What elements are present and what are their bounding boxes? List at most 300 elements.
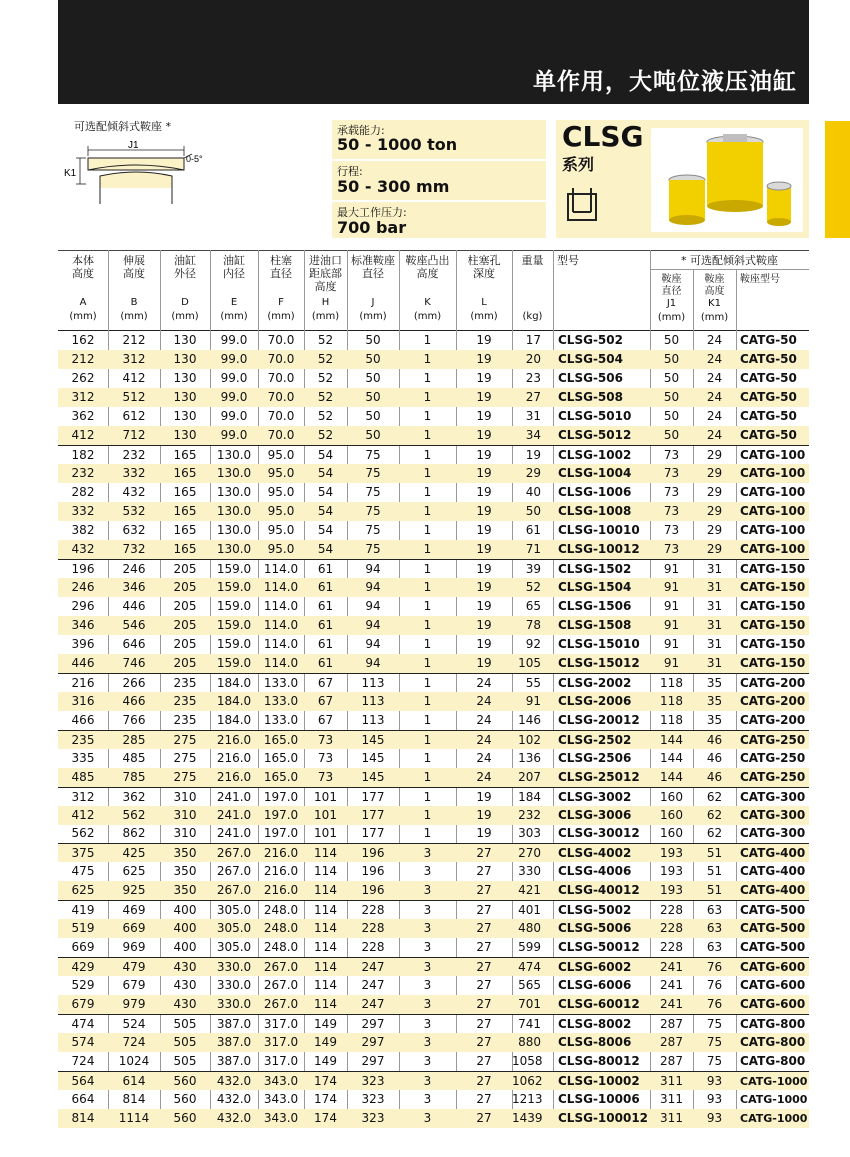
table-cell: 130	[173, 427, 197, 442]
table-cell: 95.0	[267, 447, 295, 462]
table-cell: 184.0	[216, 693, 252, 708]
table-cell: 27	[476, 864, 492, 879]
table-row	[58, 824, 809, 843]
table-cell: 235	[173, 675, 197, 690]
table-cell: 317.0	[263, 1017, 299, 1032]
table-row	[58, 654, 809, 673]
table-cell: 785	[122, 769, 146, 784]
table-cell: 1	[423, 447, 432, 462]
table-cell: CLSG-1502	[558, 561, 632, 576]
table-cell: CATG-100	[740, 522, 806, 537]
table-cell: 632	[122, 522, 146, 537]
table-row	[58, 464, 809, 483]
table-cell: 3	[423, 960, 432, 975]
table-cell: 31	[706, 655, 723, 670]
table-cell: 67	[317, 693, 334, 708]
table-cell: 75	[365, 465, 381, 480]
table-cell: 232	[122, 447, 146, 462]
table-cell: 3	[423, 1035, 432, 1050]
table-cell: 94	[365, 598, 381, 613]
table-cell: 1213	[512, 1092, 543, 1107]
table-cell: 165	[173, 503, 197, 518]
table-cell: 216.0	[263, 846, 299, 861]
table-cell: CATG-250	[740, 750, 806, 765]
table-cell: 446	[122, 598, 146, 613]
table-row	[58, 749, 809, 768]
table-cell: 174	[314, 1111, 337, 1126]
table-cell: 67	[317, 675, 334, 690]
table-cell: 130	[173, 389, 197, 404]
table-cell: 27	[476, 1092, 492, 1107]
table-cell: 248.0	[263, 940, 299, 955]
table-cell: 27	[476, 1017, 492, 1032]
column-header-5: 高度	[314, 280, 337, 293]
table-cell: 387.0	[216, 1054, 252, 1069]
table-cell: CLSG-6002	[558, 960, 632, 975]
table-row	[58, 1071, 809, 1090]
table-cell: 31	[706, 598, 723, 613]
table-cell: 475	[71, 864, 95, 879]
table-cell: 61	[317, 655, 334, 670]
table-cell: 52	[317, 389, 334, 404]
table-cell: 94	[365, 617, 381, 632]
table-cell: 297	[361, 1035, 385, 1050]
table-cell: CATG-200	[740, 693, 806, 708]
table-cell: CATG-100	[740, 465, 806, 480]
column-header-2: 油缸	[174, 254, 196, 267]
table-cell: CLSG-1006	[558, 484, 632, 499]
table-cell: 54	[317, 503, 334, 518]
table-cell: 287	[660, 1054, 683, 1069]
table-row	[58, 1014, 809, 1033]
table-row	[58, 881, 809, 900]
table-cell: 1	[423, 617, 432, 632]
table-cell: 285	[122, 732, 146, 747]
table-cell: 247	[361, 978, 385, 993]
table-row	[58, 1109, 809, 1128]
table-cell: 505	[173, 1035, 197, 1050]
table-cell: CATG-1000	[740, 1112, 808, 1126]
column-unit-6: (mm)	[359, 311, 387, 322]
column-unit-3: (mm)	[220, 311, 248, 322]
table-cell: 99.0	[220, 408, 248, 423]
table-cell: 113	[361, 712, 385, 727]
table-cell: 343.0	[263, 1092, 299, 1107]
table-cell: 51	[706, 883, 723, 898]
table-cell: 19	[476, 447, 492, 462]
table-cell: CLSG-2006	[558, 693, 632, 708]
table-cell: 412	[71, 807, 95, 822]
sub-header-0: 鞍座	[661, 274, 682, 285]
table-cell: 1062	[512, 1074, 543, 1089]
table-cell: 177	[361, 789, 385, 804]
table-cell: CATG-300	[740, 826, 806, 841]
table-cell: CATG-600	[740, 978, 806, 993]
table-cell: 1	[423, 693, 432, 708]
table-cell: 228	[660, 921, 683, 936]
table-cell: 216.0	[216, 750, 252, 765]
table-cell: CLSG-8006	[558, 1035, 632, 1050]
header-top-line	[58, 250, 809, 251]
table-cell: CLSG-3006	[558, 807, 632, 822]
table-cell: 529	[71, 978, 95, 993]
table-cell: 130.0	[216, 465, 252, 480]
table-cell: 91	[663, 636, 680, 651]
table-cell: 73	[663, 484, 680, 499]
table-cell: 330.0	[216, 978, 252, 993]
table-cell: CLSG-20012	[558, 712, 640, 727]
table-cell: 145	[361, 750, 385, 765]
table-cell: 625	[122, 864, 146, 879]
table-cell: 177	[361, 807, 385, 822]
table-cell: 27	[476, 903, 492, 918]
table-row	[58, 331, 809, 350]
table-cell: 382	[71, 522, 95, 537]
table-cell: 432	[122, 484, 146, 499]
series-name: CLSG	[562, 120, 644, 153]
table-cell: 216.0	[216, 732, 252, 747]
table-cell: CLSG-5012	[558, 427, 632, 442]
table-cell: 196	[361, 864, 385, 879]
table-cell: 54	[317, 465, 334, 480]
table-cell: 400	[173, 903, 197, 918]
table-cell: 3	[423, 978, 432, 993]
table-row	[58, 730, 809, 749]
table-cell: 24	[706, 389, 723, 404]
table-cell: 113	[361, 675, 385, 690]
table-cell: 316	[71, 693, 95, 708]
column-unit-8: (mm)	[470, 311, 498, 322]
table-cell: 27	[476, 883, 492, 898]
table-cell: 54	[317, 541, 334, 556]
table-cell: 3	[423, 997, 432, 1012]
table-cell: 724	[71, 1054, 95, 1069]
table-cell: 512	[122, 389, 146, 404]
column-header-7: 高度	[416, 267, 439, 280]
table-cell: 267.0	[216, 864, 252, 879]
table-cell: CLSG-2506	[558, 750, 632, 765]
table-cell: 99.0	[220, 370, 248, 385]
table-cell: 312	[71, 789, 95, 804]
table-cell: 312	[122, 351, 146, 366]
table-cell: 216.0	[263, 864, 299, 879]
table-cell: 51	[706, 846, 723, 861]
table-cell: 282	[71, 484, 95, 499]
table-cell: 466	[71, 712, 95, 727]
sub-header-1: 鞍座	[704, 274, 725, 285]
table-cell: 165	[173, 484, 197, 499]
table-cell: 19	[476, 617, 492, 632]
table-row	[58, 521, 809, 540]
table-cell: 31	[706, 579, 723, 594]
table-cell: 27	[476, 997, 492, 1012]
table-cell: 485	[122, 750, 146, 765]
column-unit-4: (mm)	[267, 311, 295, 322]
table-cell: 205	[173, 579, 197, 594]
table-cell: 27	[476, 1111, 492, 1126]
table-cell: 50	[663, 370, 680, 385]
table-cell: 24	[476, 769, 492, 784]
table-cell: 205	[173, 598, 197, 613]
table-cell: 546	[122, 617, 146, 632]
table-cell: 505	[173, 1054, 197, 1069]
table-cell: 19	[476, 807, 492, 822]
table-cell: 93	[706, 1074, 723, 1089]
table-cell: 55	[525, 675, 541, 690]
table-cell: 205	[173, 636, 197, 651]
table-cell: 3	[423, 1054, 432, 1069]
column-header-7: 鞍座凸出	[405, 254, 450, 267]
table-cell: 29	[706, 484, 723, 499]
table-row	[58, 388, 809, 407]
table-cell: 95.0	[267, 522, 295, 537]
column-header-5: 进油口	[309, 254, 342, 267]
column-letter-0: A	[79, 297, 87, 308]
table-cell: 212	[71, 351, 95, 366]
table-cell: 75	[706, 1035, 723, 1050]
table-cell: 160	[660, 826, 683, 841]
table-cell: 114	[314, 903, 337, 918]
page-title: 单作用，大吨位液压油缸	[533, 69, 797, 95]
table-cell: 94	[365, 636, 381, 651]
table-cell: 130	[173, 351, 197, 366]
table-cell: CATG-200	[740, 675, 806, 690]
table-cell: CATG-50	[740, 333, 797, 347]
table-cell: 297	[361, 1017, 385, 1032]
table-cell: CLSG-1508	[558, 617, 632, 632]
table-cell: 228	[361, 903, 385, 918]
table-cell: 814	[122, 1092, 146, 1107]
series-box	[556, 120, 809, 238]
sub-header-2: 鞍座型号	[740, 274, 780, 285]
table-cell: 149	[314, 1054, 337, 1069]
table-cell: CLSG-6006	[558, 978, 632, 993]
table-cell: 70.0	[267, 389, 295, 404]
table-cell: CLSG-4002	[558, 846, 632, 861]
k1-label: K1	[64, 168, 77, 179]
series-sub: 系列	[562, 155, 595, 174]
table-cell: 76	[706, 960, 723, 975]
table-cell: 1	[423, 484, 432, 499]
table-cell: 61	[317, 598, 334, 613]
sub-letter-1: K1	[708, 298, 721, 309]
table-cell: 177	[361, 826, 385, 841]
table-cell: 246	[71, 579, 95, 594]
table-cell: 24	[476, 712, 492, 727]
table-cell: 73	[663, 447, 680, 462]
table-cell: 19	[476, 465, 492, 480]
table-cell: 31	[525, 408, 541, 423]
table-cell: 323	[361, 1092, 385, 1107]
table-cell: CATG-300	[740, 807, 806, 822]
table-cell: 311	[660, 1074, 683, 1089]
table-cell: 197.0	[263, 826, 299, 841]
column-unit-9: (kg)	[522, 311, 543, 322]
table-cell: 24	[706, 351, 723, 366]
table-cell: 63	[706, 921, 723, 936]
table-cell: 29	[706, 465, 723, 480]
column-header-8: 深度	[473, 267, 495, 280]
table-cell: 524	[122, 1017, 146, 1032]
table-cell: 94	[365, 579, 381, 594]
table-cell: CATG-150	[740, 579, 806, 594]
table-cell: 19	[476, 541, 492, 556]
table-cell: 317.0	[263, 1035, 299, 1050]
table-cell: 165.0	[263, 769, 299, 784]
table-cell: 71	[525, 541, 541, 556]
angle-label: 0-5°	[186, 154, 203, 164]
table-cell: 19	[476, 351, 492, 366]
table-cell: 207	[518, 769, 541, 784]
table-cell: 159.0	[216, 598, 252, 613]
table-cell: CLSG-8002	[558, 1017, 632, 1032]
table-cell: 880	[518, 1035, 541, 1050]
table-cell: CATG-800	[740, 1054, 806, 1069]
table-cell: CATG-150	[740, 617, 806, 632]
table-cell: 52	[317, 351, 334, 366]
table-cell: 50	[365, 408, 381, 423]
table-cell: CLSG-60012	[558, 997, 640, 1012]
table-cell: 3	[423, 921, 432, 936]
table-cell: CLSG-502	[558, 333, 623, 347]
table-cell: CLSG-15010	[558, 636, 640, 651]
table-cell: 303	[518, 826, 541, 841]
table-cell: 19	[476, 598, 492, 613]
table-cell: 267.0	[263, 978, 299, 993]
table-cell: 114.0	[263, 598, 299, 613]
table-cell: 76	[706, 978, 723, 993]
table-cell: 241.0	[216, 789, 252, 804]
table-cell: 564	[71, 1074, 95, 1089]
table-cell: 118	[660, 675, 683, 690]
table-cell: 101	[314, 826, 337, 841]
table-cell: 91	[525, 693, 541, 708]
saddle-diagram	[60, 138, 210, 206]
table-cell: CLSG-15012	[558, 655, 640, 670]
table-cell: 130.0	[216, 447, 252, 462]
table-cell: 50	[365, 389, 381, 404]
column-header-4: 直径	[270, 267, 292, 280]
table-cell: 505	[173, 1017, 197, 1032]
table-cell: CLSG-508	[558, 389, 623, 404]
table-cell: 52	[317, 427, 334, 442]
table-cell: 519	[71, 921, 95, 936]
table-cell: 50	[365, 333, 381, 347]
table-cell: CATG-400	[740, 846, 806, 861]
table-cell: 130	[173, 333, 197, 347]
table-cell: 149	[314, 1017, 337, 1032]
table-cell: 1	[423, 826, 432, 841]
table-cell: CLSG-100012	[558, 1111, 649, 1126]
table-cell: CLSG-2502	[558, 732, 632, 747]
table-cell: 144	[660, 750, 683, 765]
table-cell: CLSG-10010	[558, 522, 640, 537]
table-cell: 174	[314, 1092, 337, 1107]
table-cell: 741	[518, 1017, 541, 1032]
table-cell: 712	[122, 427, 146, 442]
table-cell: 165	[173, 541, 197, 556]
table-cell: 310	[173, 807, 197, 822]
column-letter-1: B	[130, 297, 138, 308]
column-header-0: 本体	[72, 254, 94, 267]
table-cell: 159.0	[216, 655, 252, 670]
table-cell: 52	[317, 370, 334, 385]
table-cell: 228	[660, 903, 683, 918]
table-cell: 27	[476, 940, 492, 955]
table-cell: 646	[122, 636, 146, 651]
table-cell: 182	[71, 447, 95, 462]
cylinder-photo	[651, 128, 803, 232]
table-cell: 197.0	[263, 789, 299, 804]
table-row	[58, 976, 809, 995]
table-cell: 1	[423, 789, 432, 804]
table-cell: 50	[365, 427, 381, 442]
table-row	[58, 843, 809, 862]
sub-header-0: 直径	[661, 286, 682, 297]
table-cell: CLSG-1506	[558, 598, 632, 613]
table-cell: CATG-1000	[740, 1075, 808, 1089]
table-cell: 94	[365, 561, 381, 576]
column-header-6: 标准鞍座	[351, 254, 395, 267]
table-cell: 184.0	[216, 675, 252, 690]
table-cell: CLSG-40012	[558, 883, 640, 898]
table-cell: 3	[423, 903, 432, 918]
column-unit-1: (mm)	[120, 311, 148, 322]
table-cell: 228	[361, 921, 385, 936]
pressure-value: 700 bar	[337, 218, 407, 237]
table-row	[58, 540, 809, 559]
header-bar	[58, 0, 809, 104]
table-cell: CATG-100	[740, 447, 806, 462]
table-cell: 3	[423, 1111, 432, 1126]
table-cell: 1	[423, 333, 432, 347]
table-cell: 70.0	[267, 351, 295, 366]
table-cell: 330.0	[216, 997, 252, 1012]
table-cell: CATG-100	[740, 503, 806, 518]
table-cell: 35	[706, 693, 723, 708]
table-cell: 144	[660, 769, 683, 784]
table-cell: 91	[663, 579, 680, 594]
table-cell: 241	[660, 960, 683, 975]
table-cell: CATG-150	[740, 655, 806, 670]
table-cell: 24	[476, 693, 492, 708]
table-cell: 3	[423, 1092, 432, 1107]
table-row	[58, 768, 809, 787]
table-cell: 159.0	[216, 617, 252, 632]
table-cell: 95.0	[267, 503, 295, 518]
column-letter-7: K	[424, 297, 431, 308]
table-cell: 75	[706, 1017, 723, 1032]
table-cell: 275	[173, 732, 197, 747]
table-row	[58, 502, 809, 521]
table-cell: 241	[660, 978, 683, 993]
table-cell: 174	[314, 1074, 337, 1089]
table-cell: CLSG-10012	[558, 541, 640, 556]
table-cell: 99.0	[220, 427, 248, 442]
table-cell: CATG-100	[740, 484, 806, 499]
table-cell: 262	[71, 370, 95, 385]
table-cell: 429	[71, 960, 95, 975]
table-cell: 432	[71, 541, 95, 556]
table-cell: 73	[317, 732, 334, 747]
table-cell: 350	[173, 846, 197, 861]
table-cell: 133.0	[263, 675, 299, 690]
table-cell: 19	[476, 826, 492, 841]
table-cell: 469	[122, 903, 146, 918]
table-cell: 184	[518, 789, 541, 804]
column-letter-5: H	[321, 297, 330, 308]
table-cell: CLSG-1002	[558, 447, 632, 462]
